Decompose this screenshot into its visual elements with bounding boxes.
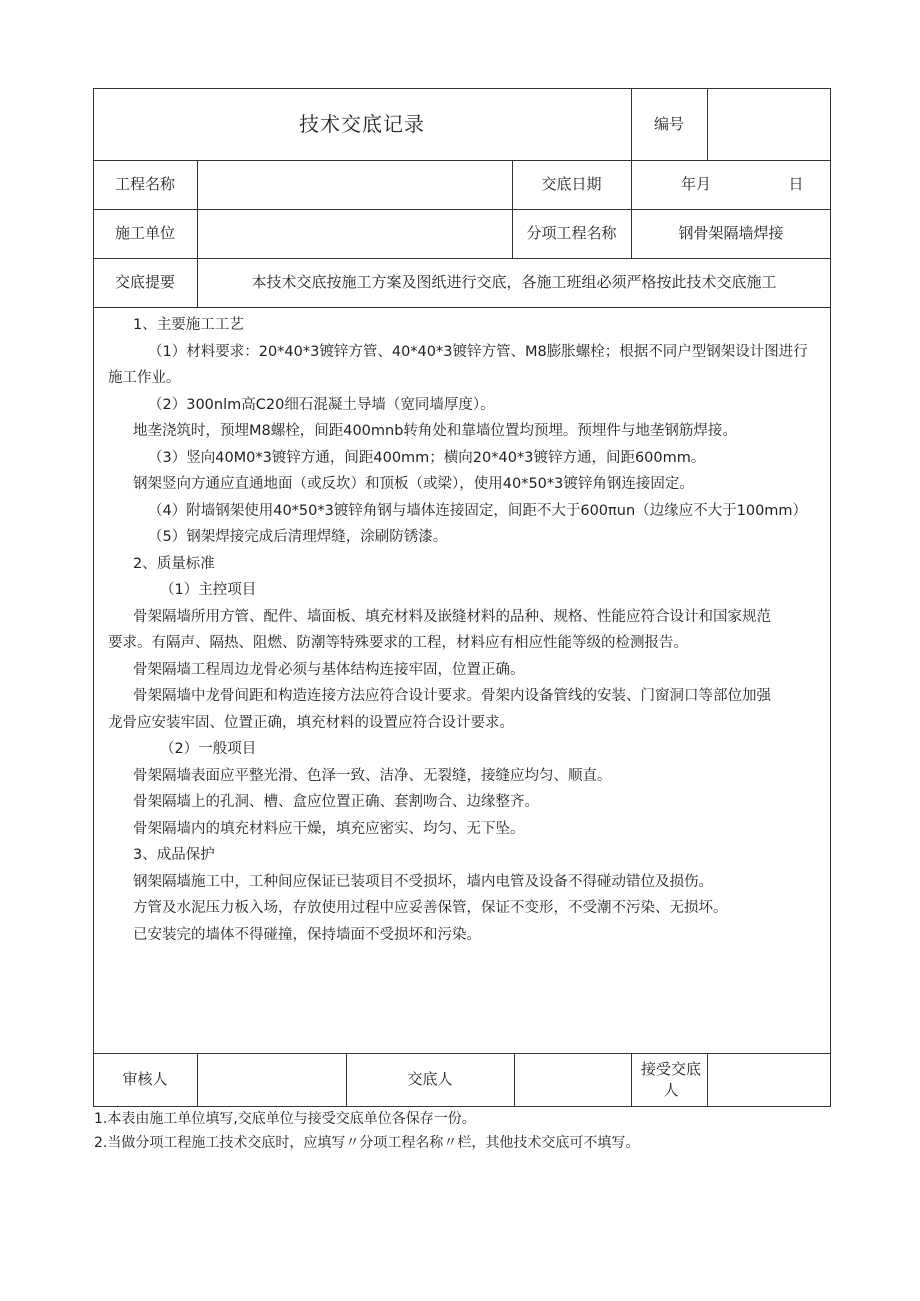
paragraph: 骨架隔墙工程周边龙骨必须与基体结构连接牢固，位置正确。 [133,661,525,678]
sub-project-label: 分项工程名称 [526,224,617,242]
summary-value: 本技术交底按施工方案及图纸进行交底，各施工班组必须严格按此技术交底施工 [251,273,777,291]
date-day[interactable]: 日 [788,175,804,193]
paragraph: （3）竖向40M0*3镀锌方通，间距400mm；横向20*40*3镀锌方通，间距600mm。 [148,449,706,466]
paragraph: （5）钢架焊接完成后清理焊缝，涂刷防锈漆。 [148,529,448,545]
sub-heading: （2）一般项目 [160,741,257,757]
sub-project-value[interactable]: 钢骨架隔墙焊接 [678,224,784,242]
paragraph: （2）300nlm高C20细石混凝土导墙（宽同墙厚度）。 [148,396,495,413]
paragraph: 骨架隔墙内的填充材料应干燥，填充应密实、均匀、无下坠。 [133,820,525,837]
paragraph: 骨架隔墙中龙骨间距和构造连接方法应符合设计要求。骨架内设备管线的安装、门窗洞口等部位加强 [133,688,771,704]
sub-heading: （1）主控项目 [160,582,257,598]
form-title: 技术交底记录 [299,112,425,136]
section-heading: 1、主要施工工艺 [133,317,244,333]
unit-label: 施工单位 [114,224,175,242]
paragraph: 钢架隔墙施工中，工种间应保证已装项目不受损坏，墙内电管及设备不得碰动错位及损伤。 [133,873,713,890]
disclosure-content [94,312,826,948]
section-heading: 2、质量标准 [133,555,215,572]
project-name-label: 工程名称 [114,175,175,193]
note-item: 1.本表由施工单位填写,交底单位与接受交底单位各保存一份。 [94,1111,476,1127]
receiver-value[interactable] [707,1053,831,1106]
date-year-month[interactable]: 年月 [680,175,711,193]
section-heading: 3、成品保护 [133,847,215,863]
paragraph: 龙骨应安装牢固、位置正确，填充材料的设置应符合设计要求。 [108,714,514,731]
paragraph: 骨架隔墙表面应平整光滑、色泽一致、洁净、无裂缝，接缝应均匀、顺直。 [133,767,612,784]
paragraph: 施工作业。 [108,370,181,386]
discloser-value[interactable] [514,1053,631,1106]
paragraph: 钢架竖向方通应直通地面（或反坎）和顶板（或梁），使用40*50*3镀锌角钢连接固定。 [133,476,694,492]
paragraph: （1）材料要求：20*40*3镀锌方管、40*40*3镀锌方管、M8膨胀螺栓；根据不同户型钢架设计图进行 [148,343,808,360]
paragraph: 骨架隔墙上的孔洞、槽、盒应位置正确、套割吻合、边缘整齐。 [133,794,539,810]
row-divider [93,307,831,308]
paragraph: 方管及水泥压力板入场，存放使用过程中应妥善保管，保证不变形，不受潮不污染、无损坏。 [133,900,728,916]
paragraph: 要求。有隔声、隔热、阻燃、防潮等特殊要求的工程，材料应有相应性能等级的检测报告。 [108,635,688,651]
reviewer-label: 审核人 [122,1070,168,1088]
paragraph: 地垄浇筑时，预埋M8螺栓，间距400mnb转角处和靠墙位置均预埋。预埋件与地垄钢筋焊接。 [133,423,737,439]
col-divider [631,1053,632,1106]
discloser-label: 交底人 [407,1070,453,1088]
paragraph: 已安装完的墙体不得碰撞，保持墙面不受损坏和污染。 [133,926,481,943]
note-item: 2.当做分项工程施工技术交底时，应填写〃分项工程名称〃栏，其他技术交底可不填写。 [94,1135,640,1151]
summary-label: 交底提要 [114,273,175,291]
date-label: 交底日期 [541,175,602,193]
reviewer-value[interactable] [197,1053,346,1106]
paragraph: （4）附墙钢架使用40*50*3镀锌角钢与墙体连接固定，间距不大于600πun（边缘应不大于100mm） [148,502,808,519]
paragraph: 骨架隔墙所用方管、配件、墙面板、填充材料及嵌缝材料的品种、规格、性能应符合设计和国家规范 [133,608,771,625]
number-label: 编号 [653,114,684,133]
number-value[interactable] [707,88,831,160]
receiver-label: 接受交底人 [640,1059,701,1099]
unit-value[interactable] [197,209,512,258]
form-notes [94,1107,834,1155]
project-name-value[interactable] [197,160,512,209]
